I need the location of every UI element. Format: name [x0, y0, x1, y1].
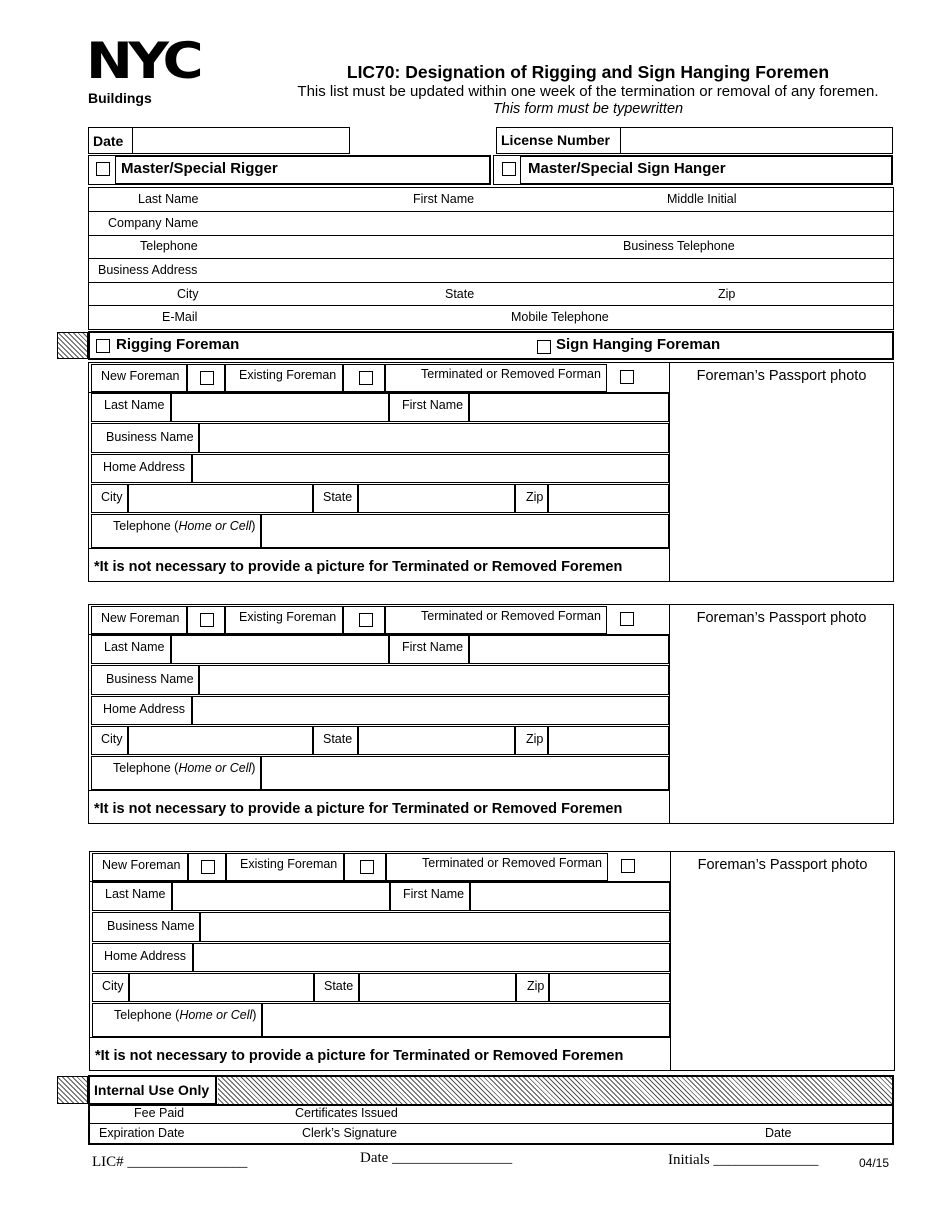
foreman-block: [89, 851, 895, 1071]
home-address-input[interactable]: [192, 454, 669, 483]
nyc-logo-sub: Buildings: [88, 90, 152, 106]
terminated-foreman-checkbox[interactable]: [620, 612, 634, 626]
master-rigger-checkbox[interactable]: [96, 162, 110, 176]
internal-use-title: Internal Use Only: [94, 1082, 210, 1098]
fee-paid-label: Fee Paid: [134, 1106, 185, 1120]
photo-box[interactable]: [670, 851, 895, 1071]
foreman-home-address-label: Home Address: [104, 949, 186, 963]
photo-box[interactable]: [669, 362, 894, 582]
foreman-city-label: City: [101, 732, 123, 746]
business-name-input[interactable]: [199, 665, 669, 695]
state-input[interactable]: [358, 726, 515, 755]
foreman-zip-label: Zip: [526, 490, 544, 504]
terminated-foreman-checkbox[interactable]: [621, 859, 635, 873]
form-title: LIC70: Designation of Rigging and Sign Hanging Foremen: [346, 62, 830, 82]
foreman-zip-label: Zip: [527, 979, 545, 993]
new-foreman-label: New Foreman: [101, 611, 180, 625]
foreman-business-name-label: Business Name: [106, 430, 194, 444]
rigging-foreman-label: Rigging Foreman: [116, 336, 240, 353]
foreman-telephone-label: [113, 519, 255, 533]
foreman-telephone-label: [113, 761, 255, 775]
expiration-date-label: Expiration Date: [99, 1126, 185, 1140]
master-rigger-label: Master/Special Rigger: [121, 160, 278, 177]
state-input[interactable]: [359, 973, 516, 1002]
foreman-last-name-label: Last Name: [104, 640, 165, 654]
telephone-label-close: ): [251, 519, 256, 533]
licensee-telephone-label: Telephone: [140, 239, 198, 253]
existing-foreman-checkbox[interactable]: [360, 860, 374, 874]
sign-hanging-foreman-checkbox[interactable]: [537, 340, 551, 354]
licensee-first-name-label: First Name: [413, 192, 475, 206]
licensee-state-label: State: [445, 287, 475, 301]
city-input[interactable]: [129, 973, 314, 1002]
last-name-input[interactable]: [172, 882, 390, 911]
foreman-last-name-label: Last Name: [104, 398, 165, 412]
telephone-label-text: Telephone (: [113, 519, 179, 533]
licensee-mobile-telephone-label: Mobile Telephone: [511, 310, 609, 324]
telephone-label-italic: Home or Cell: [178, 519, 252, 533]
foreman-home-address-label: Home Address: [103, 460, 185, 474]
master-sign-hanger-label: Master/Special Sign Hanger: [528, 160, 726, 177]
licensee-zip-label: Zip: [718, 287, 736, 301]
licensee-email-label: E-Mail: [162, 310, 198, 324]
first-name-input[interactable]: [469, 635, 669, 664]
existing-foreman-checkbox[interactable]: [359, 613, 373, 627]
certificates-issued-label: Certificates Issued: [295, 1106, 398, 1120]
licensee-middle-initial-label: Middle Initial: [667, 192, 737, 206]
existing-foreman-label: Existing Foreman: [239, 610, 337, 624]
license-label: License Number: [501, 132, 610, 148]
internal-date-label: Date: [765, 1126, 792, 1140]
telephone-label-text: Telephone (: [113, 761, 179, 775]
foreman-business-name-label: Business Name: [106, 672, 194, 686]
telephone-label-close: ): [251, 761, 256, 775]
telephone-label-close: ): [252, 1008, 257, 1022]
foreman-first-name-label: First Name: [402, 398, 464, 412]
business-name-input[interactable]: [199, 423, 669, 453]
nyc-buildings-logo: [86, 32, 226, 110]
terminated-foreman-label: Terminated or Removed Forman: [421, 367, 601, 381]
existing-foreman-label: Existing Foreman: [239, 368, 337, 382]
zip-input[interactable]: [548, 726, 669, 755]
business-name-input[interactable]: [200, 912, 670, 942]
footer-version: 04/15: [859, 1156, 890, 1170]
licensee-business-address-label: Business Address: [98, 263, 198, 277]
licensee-city-label: City: [177, 287, 199, 301]
sign-hanging-foreman-label: Sign Hanging Foreman: [556, 336, 721, 353]
licensee-last-name-label: Last Name: [138, 192, 199, 206]
internal-hatch-right: [218, 1077, 892, 1104]
foreman-zip-label: Zip: [526, 732, 544, 746]
telephone-label-italic: Home or Cell: [178, 761, 252, 775]
home-address-input[interactable]: [192, 696, 669, 725]
terminated-foreman-label: Terminated or Removed Forman: [421, 609, 601, 623]
telephone-label-text: Telephone (: [114, 1008, 180, 1022]
last-name-input[interactable]: [171, 393, 389, 422]
foreman-state-label: State: [323, 490, 353, 504]
city-input[interactable]: [128, 484, 313, 513]
city-input[interactable]: [128, 726, 313, 755]
foreman-first-name-label: First Name: [402, 640, 464, 654]
existing-foreman-checkbox[interactable]: [359, 371, 373, 385]
footer-date: Date ________________: [360, 1150, 513, 1166]
picture-note: *It is not necessary to provide a picture for Terminated or Removed Foremen: [95, 1048, 624, 1064]
foreman-telephone-label: [114, 1008, 256, 1022]
clerk-signature-label: Clerk’s Signature: [302, 1126, 397, 1140]
foreman-first-name-label: First Name: [403, 887, 465, 901]
foreman-block: [88, 604, 894, 824]
hatch-marker: [57, 332, 88, 359]
last-name-input[interactable]: [171, 635, 389, 664]
new-foreman-label: New Foreman: [101, 369, 180, 383]
passport-photo-label: Foreman’s Passport photo: [697, 857, 868, 873]
rigging-foreman-checkbox[interactable]: [96, 339, 110, 353]
zip-input[interactable]: [549, 973, 670, 1002]
terminated-foreman-checkbox[interactable]: [620, 370, 634, 384]
first-name-input[interactable]: [469, 393, 669, 422]
new-foreman-checkbox[interactable]: [200, 613, 214, 627]
footer-initials: Initials ______________: [668, 1152, 819, 1168]
licensee-business-telephone-label: Business Telephone: [623, 239, 735, 253]
foreman-business-name-label: Business Name: [107, 919, 195, 933]
date-label: Date: [93, 133, 124, 149]
state-input[interactable]: [358, 484, 515, 513]
passport-photo-label: Foreman’s Passport photo: [696, 368, 867, 384]
telephone-input[interactable]: [262, 1003, 670, 1037]
internal-hatch-left: [57, 1076, 88, 1104]
master-sign-hanger-checkbox[interactable]: [502, 162, 516, 176]
picture-note: *It is not necessary to provide a picture for Terminated or Removed Foremen: [94, 559, 623, 575]
new-foreman-checkbox[interactable]: [201, 860, 215, 874]
foreman-state-label: State: [324, 979, 354, 993]
zip-input[interactable]: [548, 484, 669, 513]
new-foreman-checkbox[interactable]: [200, 371, 214, 385]
telephone-input[interactable]: [261, 756, 669, 790]
telephone-input[interactable]: [261, 514, 669, 548]
passport-photo-label: Foreman’s Passport photo: [696, 610, 867, 626]
new-foreman-label: New Foreman: [102, 858, 181, 872]
license-number-input[interactable]: [622, 129, 891, 152]
first-name-input[interactable]: [470, 882, 670, 911]
foreman-last-name-label: Last Name: [105, 887, 166, 901]
foreman-city-label: City: [101, 490, 123, 504]
home-address-input[interactable]: [193, 943, 670, 972]
picture-note: *It is not necessary to provide a picture for Terminated or Removed Foremen: [94, 801, 623, 817]
footer-lic: LIC# ________________: [92, 1154, 248, 1170]
existing-foreman-label: Existing Foreman: [240, 857, 338, 871]
telephone-label-italic: Home or Cell: [179, 1008, 253, 1022]
licensee-company-name-label: Company Name: [108, 216, 199, 230]
foreman-city-label: City: [102, 979, 124, 993]
photo-box[interactable]: [669, 604, 894, 824]
nyc-logo-mark: NYC: [86, 32, 200, 90]
foreman-block: [88, 362, 894, 582]
terminated-foreman-label: Terminated or Removed Forman: [422, 856, 602, 870]
date-input[interactable]: [134, 129, 348, 152]
foreman-home-address-label: Home Address: [103, 702, 185, 716]
form-note: This form must be typewritten: [492, 101, 684, 117]
form-subtitle: This list must be updated within one week of the termination or removal of any foremen.: [297, 83, 879, 100]
foreman-state-label: State: [323, 732, 353, 746]
